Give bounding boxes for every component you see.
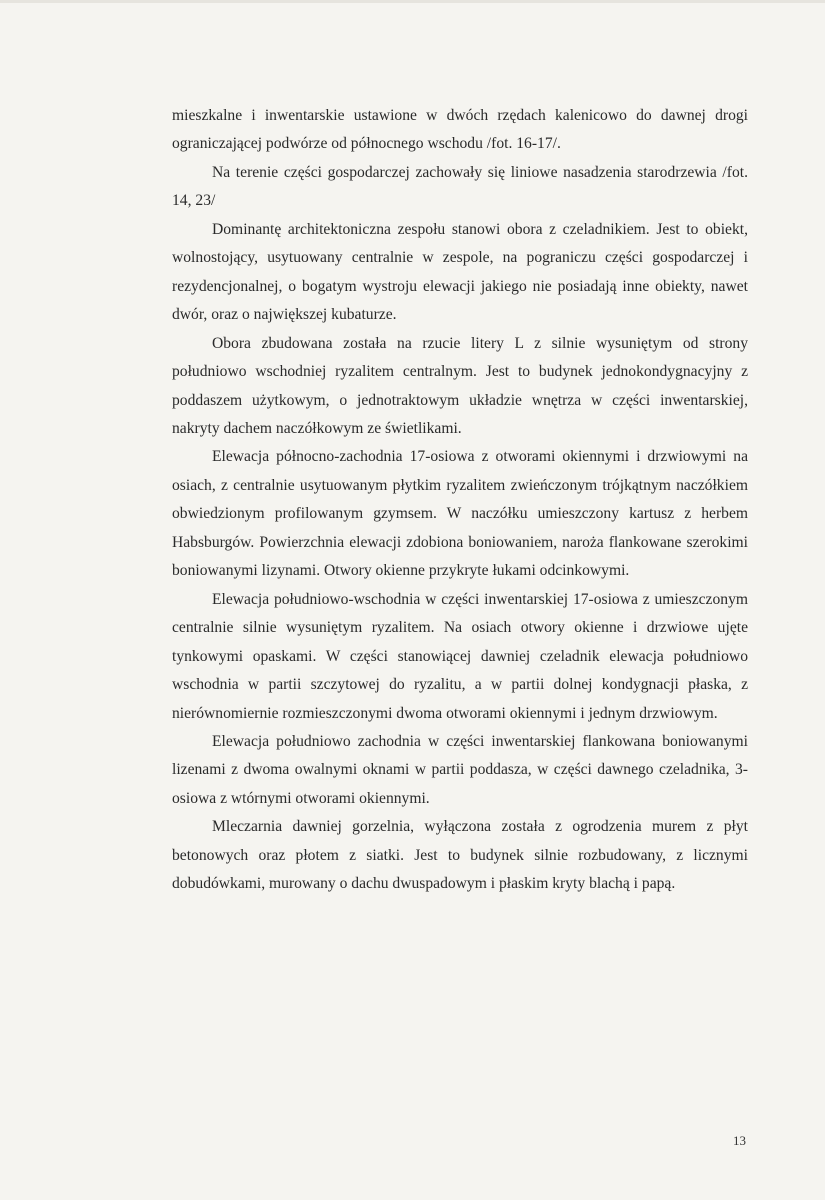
paragraph-1: mieszkalne i inwentarskie ustawione w dwóch rzędach kalenicowo do dawnej drogi ograniczającej podwórze od północnego wschodu /fot. 16-17/. [172, 107, 748, 153]
paragraph-3: Dominantę architektoniczna zespołu stanowi obora z czeladnikiem. Jest to obiekt, wolnostojący, usytuowany centralnie w zespole, na pograniczu części gospodarczej i rezydencjonalnej, o bogatym wystroju elewacji jakiego nie posiadają inne obiekty, nawet dwór, oraz o największej kubaturze. [172, 220, 748, 324]
page-number: 13 [733, 1133, 746, 1148]
body-text [172, 102, 748, 899]
paragraph-6: Elewacja południowo-wschodnia w części inwentarskiej 17-osiowa z umieszczonym centralnie silnie wysuniętym ryzalitem. Na osiach otwory okienne i drzwiowe ujęte tynkowymi opaskami. W części stanowiącej dawniej czeladnik elewacja południowo wschodnia w partii szczytowej do ryzalitu, a w partii dolnej kondygnacji płaska, z nierównomiernie rozmieszczonymi dwoma otworami okiennymi i jednym drzwiowym. [172, 590, 748, 722]
paragraph-8: Mleczarnia dawniej gorzelnia, wyłączona została z ogrodzenia murem z płyt betonowych oraz płotem z siatki. Jest to budynek silnie rozbudowany, z licznymi dobudówkami, murowany o dachu dwuspadowym i płaskim kryty blachą i papą. [172, 818, 748, 893]
paragraph-5: Elewacja północno-zachodnia 17-osiowa z otworami okiennymi i drzwiowymi na osiach, z centralnie usytuowanym płytkim ryzalitem zwieńczonym trójkątnym naczółkiem obwiedzionym profilowanym gzymsem. W naczółku umieszczony kartusz z herbem Habsburgów. Powierzchnia elewacji zdobiona boniowaniem, naroża flankowane szerokimi boniowanymi lizynami. Otwory okienne przykryte łukami odcinkowymi. [172, 448, 748, 580]
paragraph-4: Obora zbudowana została na rzucie litery L z silnie wysuniętym od strony południowo wschodniej ryzalitem centralnym. Jest to budynek jednokondygnacyjny z poddaszem użytkowym, o jednotraktowym układzie wnętrza w części inwentarskiej, nakryty dachem naczółkowym ze świetlikami. [172, 334, 748, 437]
paragraph-2: Na terenie części gospodarczej zachowały się liniowe nasadzenia starodrzewia /fot. 14, 23/ [172, 163, 748, 210]
page-top-edge [0, 0, 825, 3]
paragraph-7: Elewacja południowo zachodnia w części inwentarskiej flankowana boniowanymi lizenami z dwoma owalnymi oknami w partii poddasza, w części dawnego czeladnika, 3-osiowa z wtórnymi otworami okiennymi. [172, 732, 748, 807]
